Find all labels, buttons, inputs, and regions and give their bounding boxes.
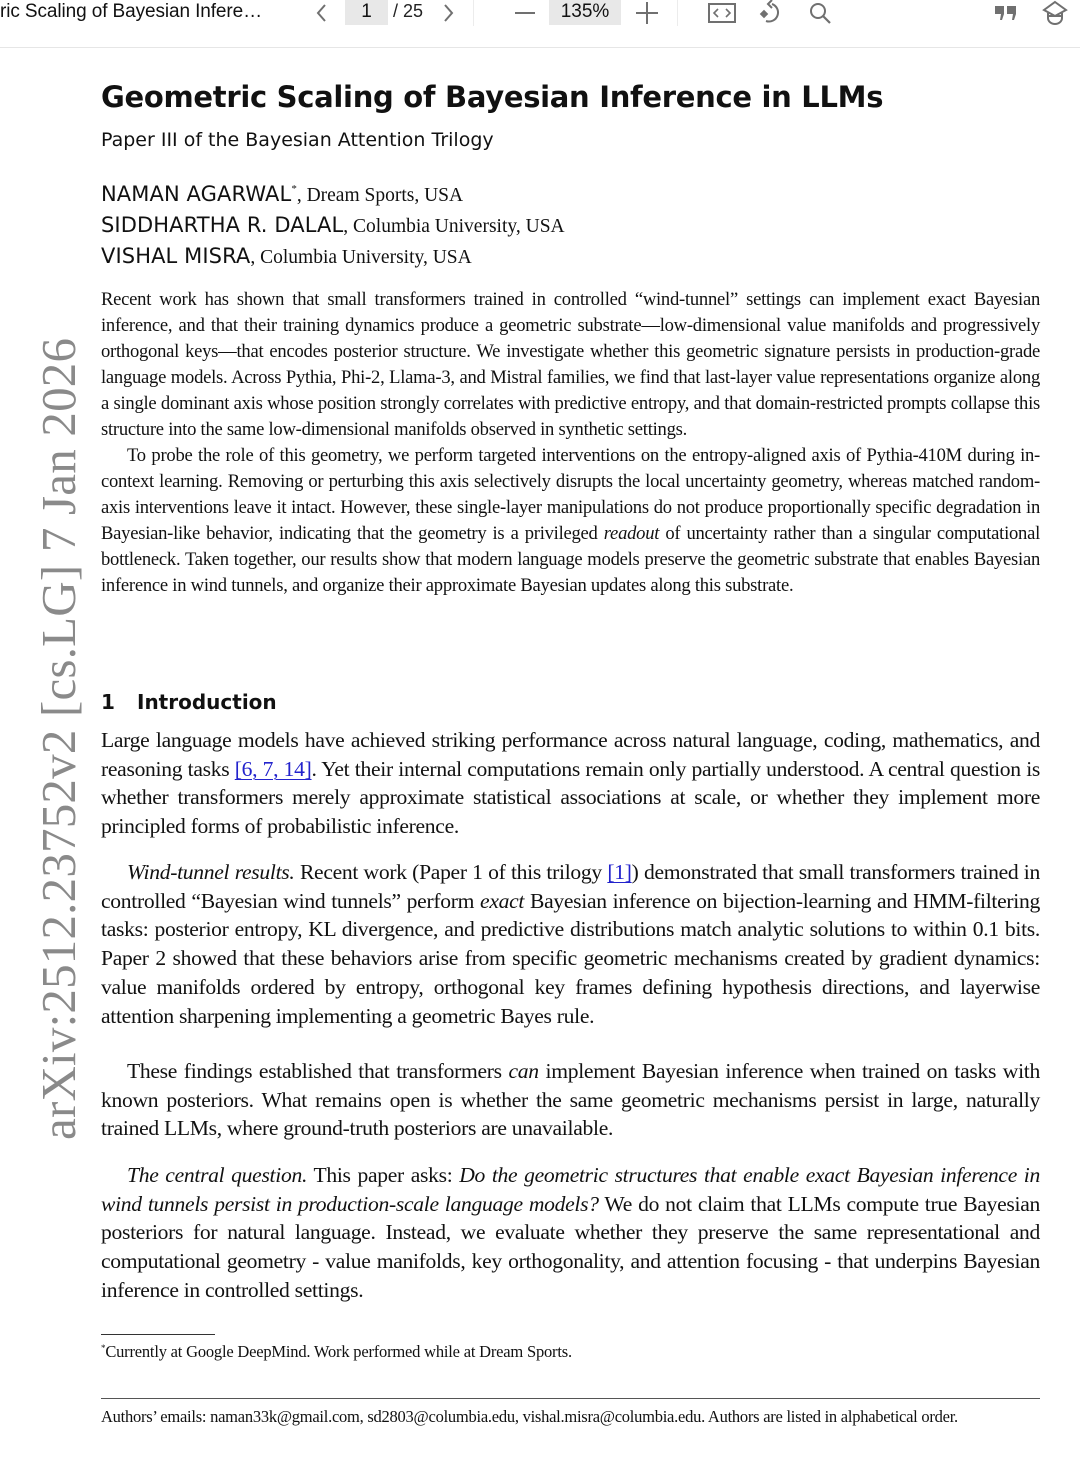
author-affiliation: , Columbia University, USA bbox=[343, 216, 565, 237]
emphasis: can bbox=[508, 1059, 539, 1083]
toolbar-divider bbox=[473, 0, 474, 26]
author-line bbox=[101, 244, 472, 269]
rotate-icon[interactable] bbox=[758, 0, 786, 26]
body-paragraph bbox=[101, 1161, 1040, 1305]
citation-link[interactable]: [6, 7, 14] bbox=[234, 756, 312, 781]
paragraph-lead: The central question. bbox=[127, 1163, 308, 1187]
text-run: . Yet their internal computations remain only partially understood. A central question is whether transformers merely approximate statistical associations at scale, or whether they implement more principled forms of probabilistic inference. bbox=[101, 756, 1040, 839]
plus-icon[interactable] bbox=[634, 0, 660, 26]
zoom-level[interactable]: 135% bbox=[549, 0, 621, 25]
page-number-input[interactable]: 1 bbox=[345, 0, 388, 25]
emphasis: exact bbox=[480, 888, 525, 913]
text-run: Bayesian inference on bijection-learning and HMM-filtering tasks: posterior entropy, KL divergence, and predictive distributions match analytic solutions to within 0.1 bits. Paper 2 showed that these behaviors arise from specific geometric mechanisms created by gradient dynamics: value manifolds ordered by entropy, orthogonal key frames defining hypothesis directions, and layerwise attention sharpening implementing a geometric Bayes rule. bbox=[101, 888, 1041, 1028]
pdf-toolbar bbox=[0, 0, 1080, 48]
author-name: NAMAN AGARWAL bbox=[101, 182, 292, 206]
text-run: These findings established that transformers bbox=[127, 1059, 509, 1083]
text-run: of uncertainty rather than a singular computational bottleneck. Taken together, our results show that modern language models preserve the geometric substrate that enables Bayesian inference in wind tunnels, and organize their approximate Bayesian updates along this substrate. bbox=[101, 523, 1040, 596]
page-total: / 25 bbox=[393, 1, 424, 21]
section-title: Introduction bbox=[137, 690, 277, 714]
quote-icon[interactable] bbox=[993, 0, 1019, 26]
section-number: 1 bbox=[101, 690, 115, 714]
footnote-mark: * bbox=[101, 1343, 106, 1353]
chevron-right-icon[interactable] bbox=[438, 0, 460, 26]
section-heading bbox=[101, 690, 277, 714]
text-run: To probe the role of this geometry, we perform targeted interventions on the entropy-aligned axis of Pythia-410M during in-context learning. Removing or perturbing this axis selectively disrupts the local uncertainty geometry, whereas matched random-axis interventions leave it intact. However, these single-layer manipulations do not produce proportionally specific degradation in Bayesian-like behavior, indicating that the geometry is a privileged bbox=[101, 445, 1040, 544]
author-name: SIDDHARTHA R. DALAL bbox=[101, 213, 344, 237]
abstract-paragraph bbox=[101, 443, 1040, 599]
author-line bbox=[101, 182, 463, 207]
paragraph-lead: Wind-tunnel results. bbox=[127, 860, 295, 884]
footnote-rule bbox=[101, 1334, 215, 1335]
text-run: ) demonstrated that small transformers trained in controlled “Bayesian wind tunnels” perform bbox=[101, 860, 1040, 913]
text-run: We do not claim that LLMs compute true Bayesian posteriors for natural language. Instead, we evaluate whether they preserve the same representational and computational geometry - value manifolds, key orthogonality, and attention focusing - that underpins Bayesian inference in controlled settings. bbox=[101, 1191, 1040, 1302]
text-run: This paper asks: bbox=[307, 1163, 460, 1187]
abstract bbox=[101, 287, 1040, 599]
footnote-mark[interactable]: * bbox=[291, 183, 297, 195]
author-line bbox=[101, 213, 565, 238]
emphasis: readout bbox=[603, 523, 660, 544]
author-emails: Authors’ emails: naman33k@gmail.com, sd2803@columbia.edu, vishal.misra@columbia.edu. Authors are listed in alphabetical order. bbox=[101, 1407, 958, 1426]
fit-width-icon[interactable] bbox=[707, 0, 737, 26]
central-question: Do the geometric structures that enable exact Bayesian inference in wind tunnels persist in production-scale language models? bbox=[101, 1163, 1040, 1216]
minus-icon[interactable] bbox=[512, 0, 538, 26]
text-run: implement Bayesian inference when trained on tasks with known posteriors. What remains open is whether the same geometric mechanisms persist in large, naturally trained LLMs, where ground-truth posteriors are unavailable. bbox=[101, 1059, 1040, 1141]
abstract-paragraph: Recent work has shown that small transformers trained in controlled “wind-tunnel” settings can implement exact Bayesian inference, and that their training dynamics produce a geometric substrate—low-dimensional value manifolds and progressively orthogonal keys—that encodes posterior structure. We investigate whether this geometric signature persists in production-grade language models. Across Pythia, Phi-2, Llama-3, and Mistral families, we find that last-layer value representations organize along a single dominant axis whose position strongly correlates with predictive entropy, and that domain-restricted prompts collapse this structure into the same low-dimensional manifolds observed in synthetic settings. bbox=[101, 289, 1040, 440]
chevron-left-icon[interactable] bbox=[310, 0, 332, 26]
paper-subtitle: Paper III of the Bayesian Attention Trilogy bbox=[101, 129, 494, 151]
text-run: Recent work (Paper 1 of this trilogy bbox=[294, 860, 608, 884]
paper-title: Geometric Scaling of Bayesian Inference in LLMs bbox=[101, 80, 884, 114]
toolbar-divider bbox=[677, 0, 678, 26]
footnote-text: Currently at Google DeepMind. Work performed while at Dream Sports. bbox=[105, 1342, 572, 1361]
body-paragraph bbox=[101, 1057, 1040, 1143]
graduation-cap-icon[interactable] bbox=[1040, 0, 1070, 26]
body-paragraph bbox=[101, 726, 1040, 841]
citation-link[interactable]: [1] bbox=[607, 860, 632, 884]
footnote bbox=[101, 1342, 572, 1362]
body-paragraph bbox=[101, 858, 1040, 1030]
author-affiliation: , Columbia University, USA bbox=[250, 247, 472, 268]
arxiv-identifier-stamp: arXiv:2512.23752v2 [cs.LG] 7 Jan 2026 bbox=[31, 337, 86, 1140]
author-name: VISHAL MISRA bbox=[101, 244, 251, 268]
search-icon[interactable] bbox=[807, 0, 833, 26]
document-title: ric Scaling of Bayesian Infere… bbox=[0, 1, 262, 22]
emails-rule bbox=[101, 1398, 1040, 1399]
text-run: Large language models have achieved striking performance across natural language, coding, mathematics, and reasoning tasks bbox=[101, 728, 1040, 781]
author-affiliation: , Dream Sports, USA bbox=[296, 185, 464, 206]
